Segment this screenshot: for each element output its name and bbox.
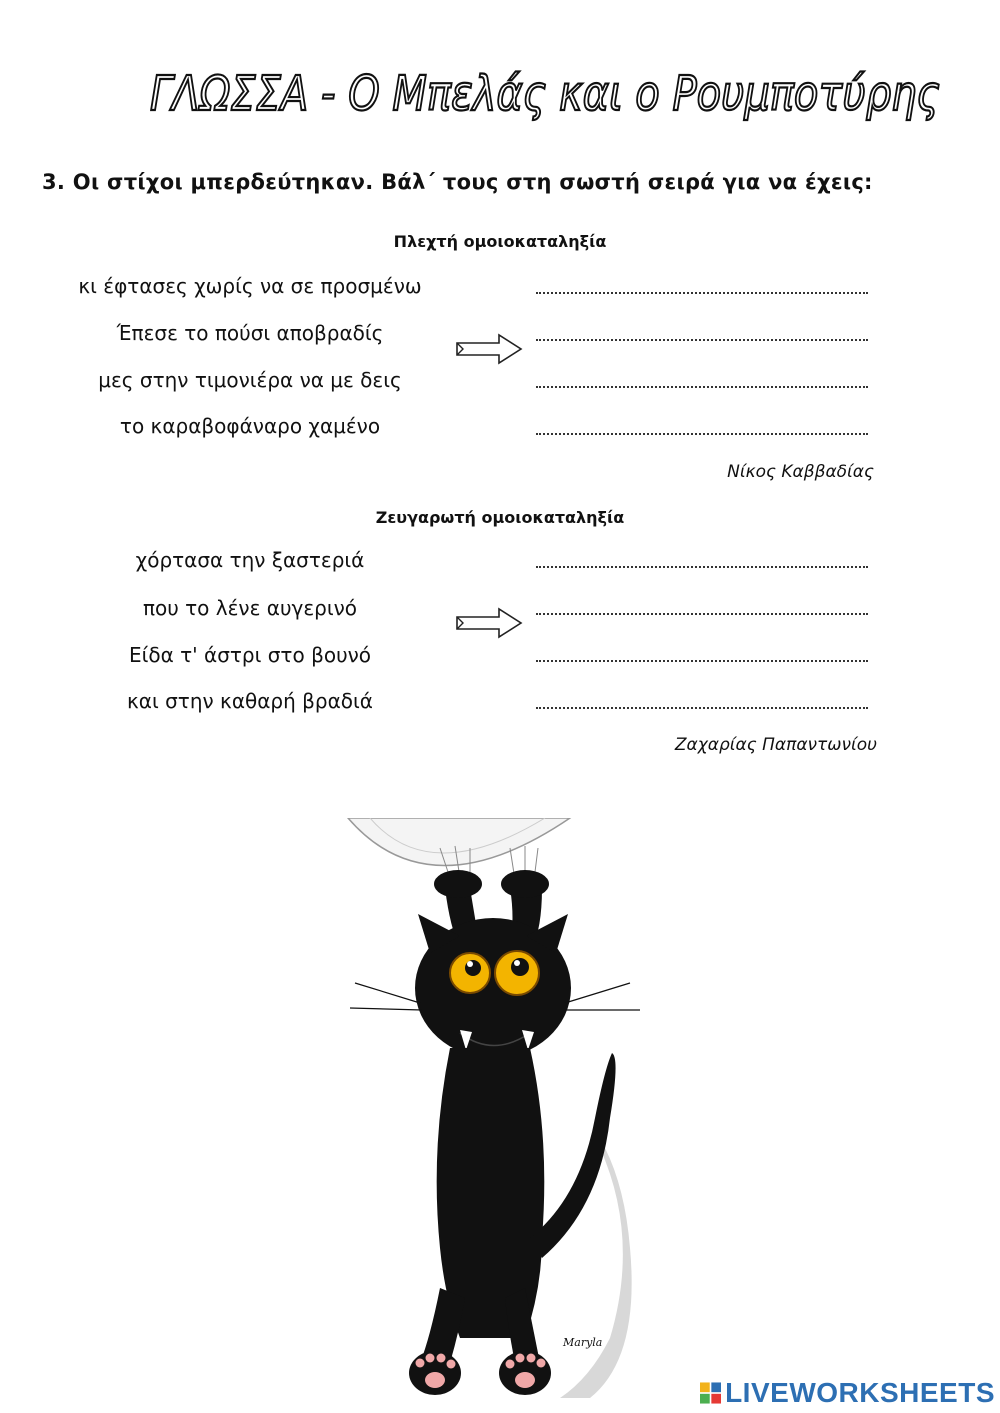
verse-line[interactable]: κι έφτασες χωρίς να σε προσμένω [78, 274, 422, 298]
right-arrow-icon [455, 607, 523, 639]
verse-line[interactable]: που το λένε αυγερινό [142, 596, 358, 620]
verse-line[interactable]: και στην καθαρή βραδιά [127, 689, 373, 713]
verse-line[interactable]: μες στην τιμονιέρα να με δεις [98, 368, 402, 392]
verse-line[interactable]: το καραβοφάναρο χαμένο [119, 414, 381, 438]
liveworksheets-logo-icon [700, 1380, 721, 1406]
answer-line-8[interactable] [536, 705, 868, 709]
liveworksheets-wordmark: LIVEWORKSHEETS [725, 1377, 995, 1408]
illustrator-signature: Maryla [563, 1336, 603, 1349]
section-heading-paired-rhyme: Ζευγαρωτή ομοιοκαταληξία [375, 508, 625, 527]
liveworksheets-logo[interactable] [700, 1376, 995, 1410]
verse-line[interactable]: Έπεσε το πούσι αποβραδίς [116, 321, 384, 345]
answer-line-2[interactable] [536, 337, 868, 341]
answer-line-5[interactable] [536, 564, 868, 568]
answer-line-3[interactable] [536, 384, 868, 388]
right-arrow-icon [455, 333, 523, 365]
answer-line-7[interactable] [536, 658, 868, 662]
verse-line[interactable]: Είδα τ' άστρι στο βουνό [128, 643, 372, 667]
verse-line[interactable]: χόρτασα την ξαστεριά [135, 548, 365, 572]
page-title [150, 58, 950, 128]
author-name: Νίκος Καββαδίας [727, 462, 874, 482]
exercise-instruction: 3. Οι στίχοι μπερδεύτηκαν. Βάλ΄ τους στη σωστή σειρά για να έχεις: [42, 170, 873, 194]
page-title-text: ΓΛΩΣΣΑ - Ο Μπελάς και ο Ρουμποτύρης [150, 66, 940, 122]
answer-line-6[interactable] [536, 611, 868, 615]
answer-line-1[interactable] [536, 290, 868, 294]
section-heading-cross-rhyme: Πλεχτή ομοιοκαταληξία [393, 232, 607, 251]
answer-line-4[interactable] [536, 431, 868, 435]
hanging-cat-illustration [310, 818, 690, 1408]
author-name: Ζαχαρίας Παπαντωνίου [674, 735, 877, 755]
